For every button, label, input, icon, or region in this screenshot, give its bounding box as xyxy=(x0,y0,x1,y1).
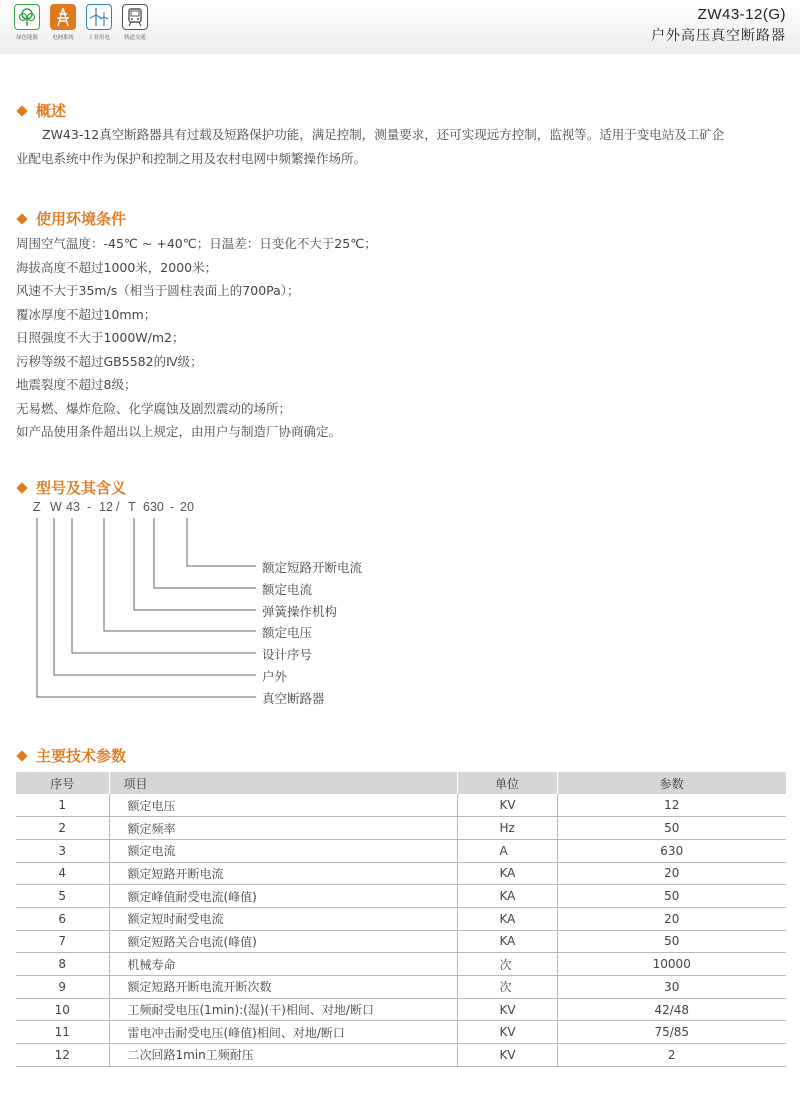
item-cell: 工频耐受电压(1min):(湿)(干)相间、对地/断口 xyxy=(109,998,457,1021)
category-caption: 工业用电 xyxy=(88,34,110,41)
value-cell: 20 xyxy=(557,907,786,930)
section-title-overview xyxy=(16,100,66,121)
unit-cell: KA xyxy=(457,907,557,930)
model-label: 额定电压 xyxy=(262,625,313,640)
model-part: 12 xyxy=(99,500,113,514)
model-code: ZW43-12(G) xyxy=(697,6,786,23)
unit-cell: Hz xyxy=(457,817,557,840)
table-body xyxy=(16,794,786,1066)
value-cell: 42/48 xyxy=(557,998,786,1021)
model-part: 20 xyxy=(180,500,194,514)
model-part: - xyxy=(87,500,92,514)
unit-cell: KA xyxy=(457,885,557,908)
model-label: 设计序号 xyxy=(262,647,313,662)
model-label: 弹簧操作机构 xyxy=(262,604,338,619)
table-row xyxy=(16,998,786,1021)
model-label: 真空断路器 xyxy=(262,691,325,706)
environment-item: 覆冰厚度不超过10mm； xyxy=(16,306,157,322)
environment-list xyxy=(16,232,377,444)
item-cell: 雷电冲击耐受电压(峰值)相间、对地/断口 xyxy=(109,1021,457,1044)
table-row xyxy=(16,1044,786,1067)
model-label: 额定电流 xyxy=(262,582,313,597)
section-title-model-meaning xyxy=(16,477,126,498)
unit-cell: KV xyxy=(457,1044,557,1067)
table-row xyxy=(16,953,786,976)
section-title-text: 使用环境条件 xyxy=(36,210,127,228)
environment-item: 海拔高度不超过1000米，2000米； xyxy=(16,259,218,275)
section-title-text: 概述 xyxy=(36,102,67,120)
model-part: T xyxy=(128,500,136,514)
item-cell: 二次回路1min工频耐压 xyxy=(109,1044,457,1067)
item-cell: 机械寿命 xyxy=(109,953,457,976)
column-header: 单位 xyxy=(457,772,557,794)
environment-item: 日照强度不大于1000W/m2； xyxy=(16,330,185,345)
category-caption: 轨道交通 xyxy=(124,34,146,41)
item-cell: 额定电压 xyxy=(109,794,457,817)
overview-line: 业配电系统中作为保护和控制之用及农村电网中频繁操作场所。 xyxy=(16,151,367,166)
category-grid-system xyxy=(48,4,78,41)
value-cell: 630 xyxy=(557,839,786,862)
diamond-bullet-icon xyxy=(16,213,27,224)
environment-item: 无易燃、爆炸危险、化学腐蚀及剧烈震动的场所； xyxy=(16,400,292,416)
value-cell: 12 xyxy=(557,794,786,817)
row-index-cell: 7 xyxy=(16,930,109,953)
section-title-tech-params xyxy=(16,745,126,766)
wind-turbine-icon xyxy=(86,4,112,30)
value-cell: 10000 xyxy=(557,953,786,976)
environment-item: 如产品使用条件超出以上规定，由用户与制造厂协商确定。 xyxy=(16,424,342,439)
model-part: 630 xyxy=(143,500,164,514)
item-cell: 额定频率 xyxy=(109,817,457,840)
table-row xyxy=(16,976,786,999)
value-cell: 2 xyxy=(557,1044,786,1067)
category-rail-transit xyxy=(120,4,150,41)
diamond-bullet-icon xyxy=(16,105,27,116)
row-index-cell: 3 xyxy=(16,839,109,862)
model-part: 43 xyxy=(66,500,80,514)
model-label: 额定短路开断电流 xyxy=(262,560,363,575)
tech-params-table xyxy=(16,772,786,1067)
unit-cell: KV xyxy=(457,998,557,1021)
table-row xyxy=(16,862,786,885)
item-cell: 额定短路开断电流开断次数 xyxy=(109,976,457,999)
category-industrial-power xyxy=(84,4,114,41)
table-row xyxy=(16,1021,786,1044)
unit-cell: KA xyxy=(457,930,557,953)
model-part: / xyxy=(116,500,120,514)
unit-cell: KV xyxy=(457,794,557,817)
model-part: - xyxy=(170,500,175,514)
unit-cell: KV xyxy=(457,1021,557,1044)
overview-line: ZW43-12真空断路器具有过载及短路保护功能，满足控制，测量要求，还可实现远方控制，监视等。适用于变电站及工矿企 xyxy=(42,127,725,142)
unit-cell: KA xyxy=(457,862,557,885)
column-header: 项目 xyxy=(109,772,457,794)
category-caption: 电网系统 xyxy=(52,34,74,41)
column-header: 参数 xyxy=(557,772,786,794)
table-row xyxy=(16,907,786,930)
item-cell: 额定短时耐受电流 xyxy=(109,907,457,930)
environment-item: 地震裂度不超过8级； xyxy=(16,377,137,392)
unit-cell: 次 xyxy=(457,976,557,999)
table-row xyxy=(16,885,786,908)
row-index-cell: 11 xyxy=(16,1021,109,1044)
value-cell: 20 xyxy=(557,862,786,885)
category-caption: 绿色能源 xyxy=(16,34,38,41)
unit-cell: A xyxy=(457,839,557,862)
row-index-cell: 8 xyxy=(16,953,109,976)
item-cell: 额定短路关合电流(峰值) xyxy=(109,930,457,953)
tree-icon xyxy=(14,4,40,30)
category-icons xyxy=(12,4,150,41)
item-cell: 额定短路开断电流 xyxy=(109,862,457,885)
value-cell: 50 xyxy=(557,817,786,840)
page-header xyxy=(0,0,800,54)
row-index-cell: 5 xyxy=(16,885,109,908)
row-index-cell: 9 xyxy=(16,976,109,999)
row-index-cell: 6 xyxy=(16,907,109,930)
environment-item: 周围空气温度：-45℃ ~ +40℃；日温差：日变化不大于25℃； xyxy=(16,236,377,251)
table-row xyxy=(16,817,786,840)
section-title-text: 主要技术参数 xyxy=(36,747,127,765)
row-index-cell: 10 xyxy=(16,998,109,1021)
table-row xyxy=(16,839,786,862)
column-header: 序号 xyxy=(16,772,109,794)
diamond-bullet-icon xyxy=(16,482,27,493)
environment-item: 污秽等级不超过GB5582的Ⅳ级； xyxy=(16,353,203,369)
environment-item: 风速不大于35m/s（相当于圆柱表面上的700Pa）； xyxy=(16,283,300,298)
unit-cell: 次 xyxy=(457,953,557,976)
table-header-row xyxy=(16,772,786,794)
item-cell: 额定电流 xyxy=(109,839,457,862)
table-row xyxy=(16,794,786,817)
item-cell: 额定峰值耐受电流(峰值) xyxy=(109,885,457,908)
section-title-text: 型号及其含义 xyxy=(36,479,127,497)
model-label: 户外 xyxy=(262,669,288,684)
model-name: 户外高压真空断路器 xyxy=(651,28,786,44)
train-icon xyxy=(122,4,148,30)
row-index-cell: 1 xyxy=(16,794,109,817)
row-index-cell: 12 xyxy=(16,1044,109,1067)
overview-paragraph xyxy=(16,123,786,171)
power-tower-icon xyxy=(50,4,76,30)
value-cell: 50 xyxy=(557,930,786,953)
model-code-string xyxy=(0,500,260,518)
model-part: W xyxy=(50,500,62,514)
section-title-environment xyxy=(16,208,126,229)
value-cell: 75/85 xyxy=(557,1021,786,1044)
category-green-energy xyxy=(12,4,42,41)
row-index-cell: 2 xyxy=(16,817,109,840)
value-cell: 50 xyxy=(557,885,786,908)
model-part: Z xyxy=(33,500,41,514)
value-cell: 30 xyxy=(557,976,786,999)
row-index-cell: 4 xyxy=(16,862,109,885)
diamond-bullet-icon xyxy=(16,750,27,761)
table-row xyxy=(16,930,786,953)
